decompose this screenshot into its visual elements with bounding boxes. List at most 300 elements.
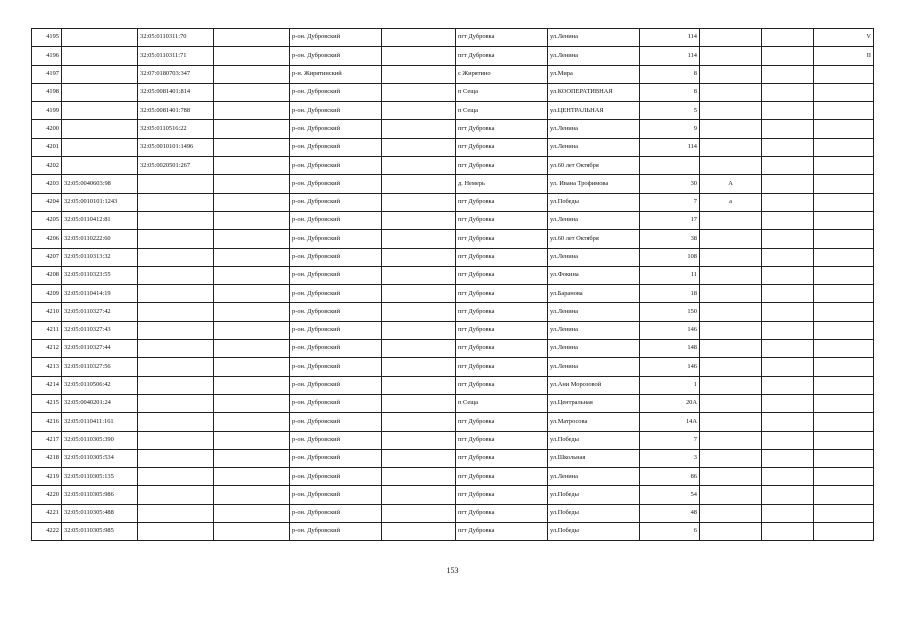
empty-cell-2 bbox=[382, 211, 456, 229]
cadastral-number-alt-cell bbox=[138, 523, 214, 541]
table-row bbox=[32, 29, 874, 47]
table-row bbox=[32, 175, 874, 193]
extra-cell-2 bbox=[814, 120, 874, 138]
extra-cell-2 bbox=[814, 340, 874, 358]
empty-cell bbox=[214, 523, 290, 541]
cadastral-number-alt-cell: 32:07:0180703:347 bbox=[138, 65, 214, 83]
cadastral-number-cell: 32:05:0110411:161 bbox=[62, 413, 138, 431]
extra-cell-2 bbox=[814, 321, 874, 339]
row-number-cell: 4204 bbox=[32, 193, 62, 211]
street-cell: ул.Победы bbox=[548, 193, 640, 211]
empty-cell bbox=[214, 29, 290, 47]
extra-cell-2 bbox=[814, 266, 874, 284]
empty-cell-2 bbox=[382, 83, 456, 101]
empty-cell-2 bbox=[382, 449, 456, 467]
extra-cell-2 bbox=[814, 303, 874, 321]
district-cell: р-он. Дубровский bbox=[290, 449, 382, 467]
extra-cell-2 bbox=[814, 285, 874, 303]
cadastral-number-cell bbox=[62, 102, 138, 120]
row-number-cell: 4201 bbox=[32, 138, 62, 156]
locality-cell: д. Немерь bbox=[456, 175, 548, 193]
locality-cell: пгт Дубровка bbox=[456, 120, 548, 138]
extra-cell-2 bbox=[814, 468, 874, 486]
district-cell: р-он. Дубровский bbox=[290, 193, 382, 211]
row-number-cell: 4222 bbox=[32, 523, 62, 541]
table-row bbox=[32, 303, 874, 321]
extra-cell bbox=[762, 340, 814, 358]
empty-cell bbox=[214, 504, 290, 522]
empty-cell-2 bbox=[382, 29, 456, 47]
empty-cell bbox=[214, 211, 290, 229]
extra-cell bbox=[762, 266, 814, 284]
cadastral-number-cell bbox=[62, 157, 138, 175]
table-row bbox=[32, 431, 874, 449]
extra-cell-2 bbox=[814, 211, 874, 229]
extra-cell-2 bbox=[814, 394, 874, 412]
cadastral-number-cell: 32:05:0110222:60 bbox=[62, 230, 138, 248]
building-letter-cell bbox=[700, 83, 762, 101]
table-row bbox=[32, 376, 874, 394]
street-cell: ул.Ленина bbox=[548, 47, 640, 65]
extra-cell-2 bbox=[814, 358, 874, 376]
table-row bbox=[32, 65, 874, 83]
empty-cell bbox=[214, 394, 290, 412]
cadastral-number-alt-cell bbox=[138, 504, 214, 522]
house-number-cell: 7 bbox=[640, 431, 700, 449]
house-number-cell: 20А bbox=[640, 394, 700, 412]
building-letter-cell bbox=[700, 321, 762, 339]
street-cell: ул. Ивана Трофимова bbox=[548, 175, 640, 193]
street-cell: ул.Ленина bbox=[548, 120, 640, 138]
row-number-cell: 4200 bbox=[32, 120, 62, 138]
cadastral-number-cell: 32:05:0110327:56 bbox=[62, 358, 138, 376]
house-number-cell: 48 bbox=[640, 504, 700, 522]
house-number-cell: 30 bbox=[640, 175, 700, 193]
extra-cell-2: II bbox=[814, 47, 874, 65]
extra-cell-2 bbox=[814, 504, 874, 522]
row-number-cell: 4214 bbox=[32, 376, 62, 394]
row-number-cell: 4211 bbox=[32, 321, 62, 339]
locality-cell: пгт Дубровка bbox=[456, 486, 548, 504]
row-number-cell: 4218 bbox=[32, 449, 62, 467]
cadastral-number-alt-cell: 32:05:0110311:70 bbox=[138, 29, 214, 47]
cadastral-number-cell: 32:05:0110305:135 bbox=[62, 468, 138, 486]
table-row bbox=[32, 468, 874, 486]
extra-cell-2 bbox=[814, 83, 874, 101]
table-row bbox=[32, 193, 874, 211]
empty-cell-2 bbox=[382, 321, 456, 339]
street-cell: ул.Ленина bbox=[548, 321, 640, 339]
empty-cell bbox=[214, 449, 290, 467]
district-cell: р-он. Дубровский bbox=[290, 523, 382, 541]
district-cell: р-он. Дубровский bbox=[290, 358, 382, 376]
cadastral-number-alt-cell bbox=[138, 285, 214, 303]
extra-cell bbox=[762, 29, 814, 47]
cadastral-number-alt-cell bbox=[138, 394, 214, 412]
empty-cell bbox=[214, 138, 290, 156]
house-number-cell: 86 bbox=[640, 468, 700, 486]
extra-cell-2: V bbox=[814, 29, 874, 47]
street-cell: ул.Ленина bbox=[548, 29, 640, 47]
empty-cell bbox=[214, 413, 290, 431]
extra-cell bbox=[762, 449, 814, 467]
row-number-cell: 4221 bbox=[32, 504, 62, 522]
table-row bbox=[32, 413, 874, 431]
locality-cell: пгт Дубровка bbox=[456, 211, 548, 229]
empty-cell-2 bbox=[382, 394, 456, 412]
house-number-cell: 18 bbox=[640, 285, 700, 303]
extra-cell bbox=[762, 486, 814, 504]
cadastral-number-alt-cell bbox=[138, 321, 214, 339]
empty-cell-2 bbox=[382, 138, 456, 156]
cadastral-number-cell: 32:05:0110305:986 bbox=[62, 486, 138, 504]
building-letter-cell bbox=[700, 248, 762, 266]
building-letter-cell bbox=[700, 486, 762, 504]
district-cell: р-он. Дубровский bbox=[290, 83, 382, 101]
empty-cell bbox=[214, 230, 290, 248]
row-number-cell: 4219 bbox=[32, 468, 62, 486]
locality-cell: пгт Дубровка bbox=[456, 321, 548, 339]
locality-cell: пгт Дубровка bbox=[456, 230, 548, 248]
house-number-cell: 114 bbox=[640, 138, 700, 156]
street-cell: ул.Ленина bbox=[548, 340, 640, 358]
table-body bbox=[32, 29, 874, 541]
street-cell: ул.Победы bbox=[548, 504, 640, 522]
cadastral-number-cell: 32:05:0110305:390 bbox=[62, 431, 138, 449]
building-letter-cell: А bbox=[700, 175, 762, 193]
district-cell: р-он. Дубровский bbox=[290, 157, 382, 175]
empty-cell-2 bbox=[382, 266, 456, 284]
row-number-cell: 4196 bbox=[32, 47, 62, 65]
extra-cell bbox=[762, 102, 814, 120]
street-cell: ул.60 лет Октября bbox=[548, 157, 640, 175]
cadastral-number-cell bbox=[62, 29, 138, 47]
district-cell: р-он. Дубровский bbox=[290, 340, 382, 358]
district-cell: р-он. Дубровский bbox=[290, 29, 382, 47]
empty-cell bbox=[214, 321, 290, 339]
table-row bbox=[32, 486, 874, 504]
extra-cell bbox=[762, 47, 814, 65]
locality-cell: пгт Дубровка bbox=[456, 523, 548, 541]
street-cell: ул.Ленина bbox=[548, 468, 640, 486]
district-cell: р-он. Дубровский bbox=[290, 486, 382, 504]
street-cell: ул.Мира bbox=[548, 65, 640, 83]
cadastral-number-alt-cell bbox=[138, 431, 214, 449]
house-number-cell: 146 bbox=[640, 358, 700, 376]
cadastral-number-cell: 32:05:0110327:44 bbox=[62, 340, 138, 358]
cadastral-number-alt-cell bbox=[138, 175, 214, 193]
cadastral-number-cell: 32:05:0110305:985 bbox=[62, 523, 138, 541]
street-cell: ул.Матросова bbox=[548, 413, 640, 431]
cadastral-number-cell: 32:05:0110412:81 bbox=[62, 211, 138, 229]
street-cell: ул.Ленина bbox=[548, 138, 640, 156]
cadastral-number-cell bbox=[62, 83, 138, 101]
locality-cell: пгт Дубровка bbox=[456, 431, 548, 449]
empty-cell-2 bbox=[382, 120, 456, 138]
row-number-cell: 4213 bbox=[32, 358, 62, 376]
building-letter-cell bbox=[700, 376, 762, 394]
district-cell: р-он. Дубровский bbox=[290, 413, 382, 431]
district-cell: р-он. Дубровский bbox=[290, 376, 382, 394]
district-cell: р-он. Дубровский bbox=[290, 285, 382, 303]
empty-cell bbox=[214, 358, 290, 376]
building-letter-cell bbox=[700, 504, 762, 522]
extra-cell bbox=[762, 230, 814, 248]
extra-cell-2 bbox=[814, 102, 874, 120]
table-row bbox=[32, 157, 874, 175]
district-cell: р-он. Дубровский bbox=[290, 504, 382, 522]
empty-cell bbox=[214, 193, 290, 211]
locality-cell: пгт Дубровка bbox=[456, 468, 548, 486]
empty-cell bbox=[214, 340, 290, 358]
empty-cell-2 bbox=[382, 285, 456, 303]
district-cell: р-он. Дубровский bbox=[290, 394, 382, 412]
empty-cell bbox=[214, 376, 290, 394]
street-cell: ул.Ленина bbox=[548, 303, 640, 321]
house-number-cell: 5 bbox=[640, 102, 700, 120]
street-cell: ул.Фокина bbox=[548, 266, 640, 284]
street-cell: ул.Баранова bbox=[548, 285, 640, 303]
building-letter-cell bbox=[700, 431, 762, 449]
row-number-cell: 4199 bbox=[32, 102, 62, 120]
building-letter-cell bbox=[700, 230, 762, 248]
house-number-cell: 146 bbox=[640, 321, 700, 339]
extra-cell bbox=[762, 193, 814, 211]
district-cell: р-он. Дубровский bbox=[290, 230, 382, 248]
cadastral-number-cell: 32:05:0110323:55 bbox=[62, 266, 138, 284]
extra-cell-2 bbox=[814, 523, 874, 541]
extra-cell bbox=[762, 157, 814, 175]
cadastral-number-alt-cell bbox=[138, 413, 214, 431]
row-number-cell: 4217 bbox=[32, 431, 62, 449]
building-letter-cell bbox=[700, 468, 762, 486]
extra-cell-2 bbox=[814, 230, 874, 248]
building-letter-cell bbox=[700, 211, 762, 229]
house-number-cell: 11 bbox=[640, 266, 700, 284]
empty-cell-2 bbox=[382, 358, 456, 376]
locality-cell: пгт Дубровка bbox=[456, 449, 548, 467]
extra-cell bbox=[762, 394, 814, 412]
cadastral-number-alt-cell bbox=[138, 358, 214, 376]
empty-cell-2 bbox=[382, 102, 456, 120]
district-cell: р-он. Дубровский bbox=[290, 303, 382, 321]
empty-cell bbox=[214, 486, 290, 504]
cadastral-number-cell: 32:05:0010101:1243 bbox=[62, 193, 138, 211]
house-number-cell: 1 bbox=[640, 376, 700, 394]
extra-cell bbox=[762, 138, 814, 156]
table-row bbox=[32, 523, 874, 541]
empty-cell-2 bbox=[382, 65, 456, 83]
extra-cell bbox=[762, 285, 814, 303]
building-letter-cell bbox=[700, 394, 762, 412]
table-row bbox=[32, 102, 874, 120]
extra-cell bbox=[762, 120, 814, 138]
locality-cell: пгт Дубровка bbox=[456, 504, 548, 522]
empty-cell-2 bbox=[382, 523, 456, 541]
house-number-cell: 114 bbox=[640, 29, 700, 47]
cadastral-number-cell bbox=[62, 47, 138, 65]
locality-cell: пгт Дубровка bbox=[456, 138, 548, 156]
building-letter-cell bbox=[700, 47, 762, 65]
house-number-cell bbox=[640, 157, 700, 175]
empty-cell-2 bbox=[382, 486, 456, 504]
cadastral-number-alt-cell: 32:05:0010101:1496 bbox=[138, 138, 214, 156]
row-number-cell: 4206 bbox=[32, 230, 62, 248]
building-letter-cell bbox=[700, 523, 762, 541]
house-number-cell: 54 bbox=[640, 486, 700, 504]
empty-cell bbox=[214, 303, 290, 321]
street-cell: ул.Ленина bbox=[548, 248, 640, 266]
empty-cell-2 bbox=[382, 504, 456, 522]
district-cell: р-он. Дубровский bbox=[290, 266, 382, 284]
building-letter-cell bbox=[700, 340, 762, 358]
cadastral-number-cell: 32:05:0110327:43 bbox=[62, 321, 138, 339]
empty-cell-2 bbox=[382, 193, 456, 211]
empty-cell bbox=[214, 83, 290, 101]
house-number-cell: 9 bbox=[640, 120, 700, 138]
table-row bbox=[32, 449, 874, 467]
district-cell: р-он. Дубровский bbox=[290, 211, 382, 229]
street-cell: ул.Ани Морозовой bbox=[548, 376, 640, 394]
house-number-cell: 108 bbox=[640, 248, 700, 266]
table-row bbox=[32, 47, 874, 65]
building-letter-cell bbox=[700, 449, 762, 467]
extra-cell-2 bbox=[814, 175, 874, 193]
street-cell: ул.Ленина bbox=[548, 358, 640, 376]
cadastral-number-alt-cell bbox=[138, 266, 214, 284]
row-number-cell: 4207 bbox=[32, 248, 62, 266]
extra-cell-2 bbox=[814, 376, 874, 394]
district-cell: р-он. Дубровский bbox=[290, 248, 382, 266]
table-row bbox=[32, 394, 874, 412]
table-row bbox=[32, 285, 874, 303]
building-letter-cell bbox=[700, 358, 762, 376]
cadastral-number-alt-cell: 32:05:0020501:267 bbox=[138, 157, 214, 175]
extra-cell-2 bbox=[814, 138, 874, 156]
locality-cell: пгт Дубровка bbox=[456, 29, 548, 47]
property-register-table bbox=[31, 28, 874, 541]
cadastral-number-alt-cell bbox=[138, 340, 214, 358]
extra-cell bbox=[762, 523, 814, 541]
extra-cell-2 bbox=[814, 413, 874, 431]
extra-cell-2 bbox=[814, 431, 874, 449]
row-number-cell: 4210 bbox=[32, 303, 62, 321]
district-cell: р-он. Дубровский bbox=[290, 102, 382, 120]
district-cell: р-н. Жирятинский bbox=[290, 65, 382, 83]
locality-cell: пгт Дубровка bbox=[456, 47, 548, 65]
cadastral-number-cell: 32:05:0110414:19 bbox=[62, 285, 138, 303]
district-cell: р-он. Дубровский bbox=[290, 138, 382, 156]
cadastral-number-cell bbox=[62, 120, 138, 138]
cadastral-number-alt-cell bbox=[138, 193, 214, 211]
cadastral-number-alt-cell bbox=[138, 486, 214, 504]
house-number-cell: 7 bbox=[640, 193, 700, 211]
row-number-cell: 4216 bbox=[32, 413, 62, 431]
table-row bbox=[32, 266, 874, 284]
extra-cell bbox=[762, 321, 814, 339]
locality-cell: пгт Дубровка bbox=[456, 358, 548, 376]
extra-cell bbox=[762, 211, 814, 229]
empty-cell bbox=[214, 248, 290, 266]
table-row bbox=[32, 230, 874, 248]
empty-cell bbox=[214, 266, 290, 284]
cadastral-number-alt-cell bbox=[138, 303, 214, 321]
table-row bbox=[32, 248, 874, 266]
row-number-cell: 4203 bbox=[32, 175, 62, 193]
street-cell: ул.Школьная bbox=[548, 449, 640, 467]
row-number-cell: 4215 bbox=[32, 394, 62, 412]
row-number-cell: 4198 bbox=[32, 83, 62, 101]
cadastral-number-alt-cell bbox=[138, 449, 214, 467]
district-cell: р-он. Дубровский bbox=[290, 321, 382, 339]
row-number-cell: 4195 bbox=[32, 29, 62, 47]
row-number-cell: 4208 bbox=[32, 266, 62, 284]
table-row bbox=[32, 120, 874, 138]
street-cell: ул.Победы bbox=[548, 431, 640, 449]
empty-cell bbox=[214, 102, 290, 120]
extra-cell bbox=[762, 65, 814, 83]
extra-cell bbox=[762, 468, 814, 486]
locality-cell: пгт Дубровка bbox=[456, 376, 548, 394]
building-letter-cell bbox=[700, 29, 762, 47]
building-letter-cell bbox=[700, 266, 762, 284]
house-number-cell: 3 bbox=[640, 449, 700, 467]
house-number-cell: 8 bbox=[640, 65, 700, 83]
street-cell: ул.ЦЕНТРАЛЬНАЯ bbox=[548, 102, 640, 120]
row-number-cell: 4212 bbox=[32, 340, 62, 358]
cadastral-number-cell: 32:05:0040201:24 bbox=[62, 394, 138, 412]
cadastral-number-cell: 32:05:0110305:488 bbox=[62, 504, 138, 522]
district-cell: р-он. Дубровский bbox=[290, 175, 382, 193]
cadastral-number-alt-cell bbox=[138, 248, 214, 266]
cadastral-number-cell: 32:05:0110305:534 bbox=[62, 449, 138, 467]
empty-cell bbox=[214, 175, 290, 193]
building-letter-cell bbox=[700, 303, 762, 321]
house-number-cell: 14А bbox=[640, 413, 700, 431]
extra-cell-2 bbox=[814, 449, 874, 467]
cadastral-number-cell: 32:05:0110506:42 bbox=[62, 376, 138, 394]
empty-cell bbox=[214, 285, 290, 303]
empty-cell-2 bbox=[382, 230, 456, 248]
locality-cell: с Жирятино bbox=[456, 65, 548, 83]
table-row bbox=[32, 83, 874, 101]
building-letter-cell bbox=[700, 157, 762, 175]
empty-cell bbox=[214, 468, 290, 486]
locality-cell: пгт Дубровка bbox=[456, 303, 548, 321]
locality-cell: пгт Дубровка bbox=[456, 413, 548, 431]
street-cell: ул.Ленина bbox=[548, 211, 640, 229]
cadastral-number-alt-cell: 32:05:0110516:22 bbox=[138, 120, 214, 138]
cadastral-number-alt-cell bbox=[138, 376, 214, 394]
empty-cell bbox=[214, 120, 290, 138]
building-letter-cell bbox=[700, 285, 762, 303]
extra-cell-2 bbox=[814, 248, 874, 266]
extra-cell bbox=[762, 175, 814, 193]
empty-cell bbox=[214, 47, 290, 65]
cadastral-number-cell: 32:05:0110327:42 bbox=[62, 303, 138, 321]
cadastral-number-cell: 32:05:0110313:32 bbox=[62, 248, 138, 266]
table-row bbox=[32, 321, 874, 339]
street-cell: ул.Победы bbox=[548, 523, 640, 541]
empty-cell-2 bbox=[382, 303, 456, 321]
cadastral-number-alt-cell bbox=[138, 468, 214, 486]
cadastral-number-alt-cell: 32:05:0081401:788 bbox=[138, 102, 214, 120]
cadastral-number-alt-cell bbox=[138, 230, 214, 248]
building-letter-cell bbox=[700, 120, 762, 138]
house-number-cell: 8 bbox=[640, 83, 700, 101]
street-cell: ул.КООПЕРАТИВНАЯ bbox=[548, 83, 640, 101]
street-cell: ул.Центральная bbox=[548, 394, 640, 412]
